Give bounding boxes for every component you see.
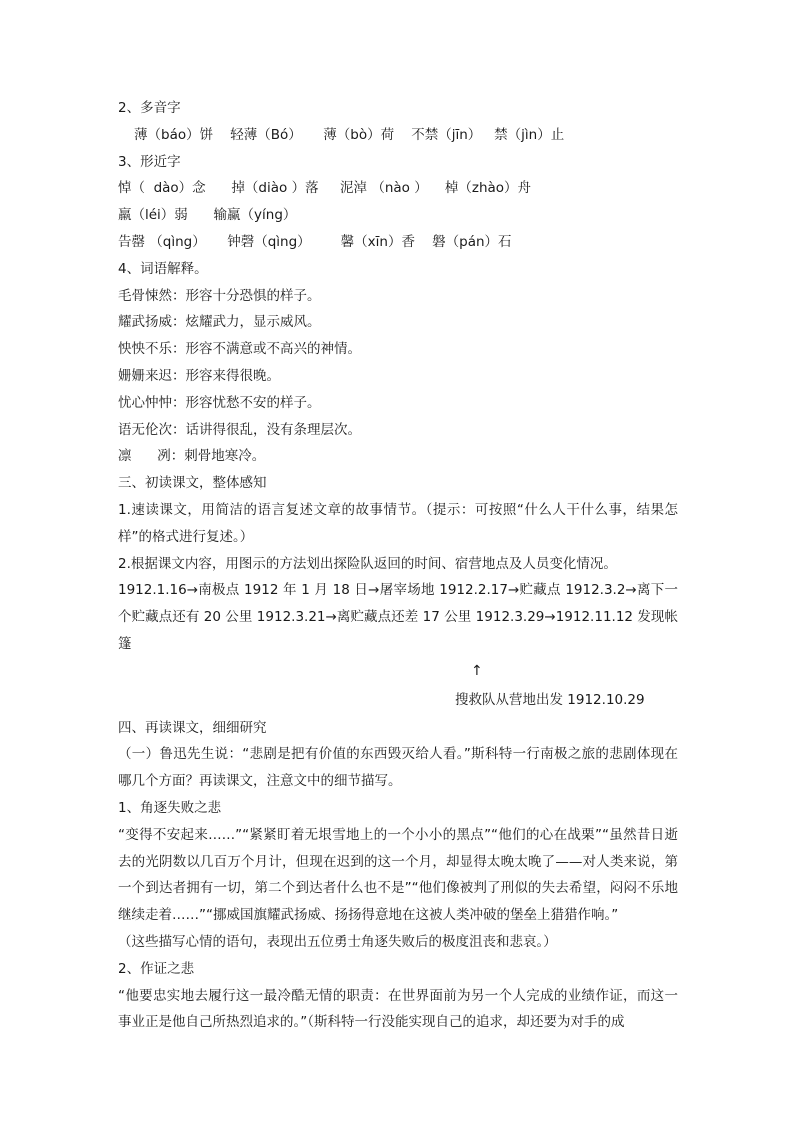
timeline-arrow-row <box>118 658 678 685</box>
similar-chars-heading: 3、形近字 <box>118 153 181 170</box>
vocab-item: 耀武扬威：炫耀武力，显示威风。 <box>118 314 321 331</box>
vocab-item: 毛骨悚然：形容十分恐惧的样子。 <box>118 287 321 304</box>
first-read-question-2: 2.根据课文内容，用图示的方法划出探险队返回的时间、宿营地点及人员变化情况。 <box>118 555 617 572</box>
polyphone-items: 薄（báo）饼 轻薄（Bó） 薄（bò）荷 不禁（jīn） 禁（jìn）止 <box>134 126 565 143</box>
rescue-row <box>118 685 678 715</box>
vocab-item: 凛 冽：刺骨地寒冷。 <box>118 448 266 465</box>
route-timeline: 1912.1.16→南极点 1912 年 1 月 18 日→屠宰场地 1912.2.17→贮藏点 1912.3.2→离下一个贮藏点还有 20 公里 1912.3.21→离贮藏点还差 17 公里 1912.3.29→1912.11.12 发现帐篷 <box>118 582 678 652</box>
sub2-heading: 2、作证之悲 <box>118 960 195 977</box>
vocab-heading: 4、词语解释。 <box>118 260 208 277</box>
first-read-heading: 三、初读课文，整体感知 <box>118 475 267 492</box>
sub1-quote: “变得不安起来……”“紧紧盯着无垠雪地上的一个小小的黑点”“他们的心在战栗”“虽然昔日逝去的光阴数以几百万个月计，但现在迟到的这一个月，却显得太晚太晚了——对人类来说，第一个到达者拥有一切，第二个到达者什么也不是”“他们像被判了刑似的失去希望，闷闷不乐地继续走着……”“挪威国旗耀武扬威、扬扬得意地在这被人类冲破的堡垒上猎猎作响。” <box>118 826 678 924</box>
sub1-note: （这些描写心情的语句，表现出五位勇士角逐失败后的极度沮丧和悲哀。） <box>118 933 557 950</box>
first-read-question-1: 1.速读课文，用简洁的语言复述文章的故事情节。（提示：可按照“什么人干什么事，结果怎样”的格式进行复述。） <box>118 501 678 545</box>
similar-chars-row-3: 告罄 （qìng） 钟磬（qìng） 馨（xīn）香 磐（pán）石 <box>118 233 512 250</box>
polyphone-heading: 2、多音字 <box>118 100 181 116</box>
second-read-heading: 四、再读课文，细细研究 <box>118 719 267 736</box>
sub2-quote: “他要忠实地去履行这一最冷酷无情的职责：在世界面前为另一个人完成的业绩作证，而这一事业正是他自己所热烈追求的。”（斯科特一行没能实现自己的追求，却还要为对手的成 <box>118 987 678 1031</box>
rescue-note: 搜救队从营地出发 1912.10.29 <box>455 691 645 708</box>
vocab-item: 语无伦次：话讲得很乱，没有条理层次。 <box>118 421 361 438</box>
second-read-intro: （一）鲁迅先生说：“悲剧是把有价值的东西毁灭给人看。”斯科特一行南极之旅的悲剧体现在哪几个方面？再读课文，注意文中的细节描写。 <box>118 746 678 790</box>
vocab-item: 怏怏不乐：形容不满意或不高兴的神情。 <box>118 341 361 358</box>
document-body <box>118 95 678 1036</box>
vocab-item: 忧心忡忡：形容忧愁不安的样子。 <box>118 394 321 411</box>
up-arrow-icon: ↑ <box>471 662 483 679</box>
similar-chars-row-2: 羸（léi）弱 输赢（yíng） <box>118 207 297 224</box>
vocab-item: 姗姗来迟：形容来得很晚。 <box>118 367 280 384</box>
sub1-heading: 1、角逐失败之悲 <box>118 799 222 816</box>
similar-chars-row-1: 悼（ dào）念 掉（diào ）落 泥淖 （nào ） 棹（zhào）舟 <box>118 180 532 197</box>
